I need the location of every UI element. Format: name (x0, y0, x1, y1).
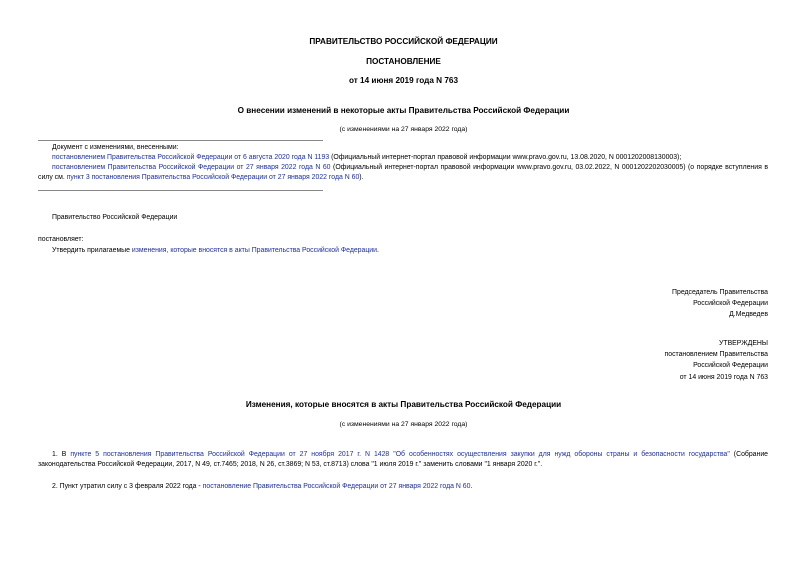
annex-paragraph-1: 1. В пункте 5 постановления Правительства Российской Федерации от 27 ноября 2017 г. N 1428 "Об особенностях осуществления закупки для нужд обороны страны и безопасности государства" (Собрание законодательства Российской Федерации, 2017, N 49, ст.7465; 2018, N 26, ст.3869; N 53, ст.8713) слова "1 июля 2019 г." заменить словами "1 января 2020 г.". (38, 451, 769, 468)
approved-block (665, 338, 769, 383)
annex-paragraph-1-link[interactable]: пункте 5 постановления Правительства Российской Федерации от 27 ноября 2017 г. N 1428 "Об особенностях осуществления закупки для нужд обороны страны и безопасности государства" (70, 451, 730, 458)
change-item-2-link-point3[interactable]: пункт 3 постановления Правительства Российской Федерации от 27 января 2022 года N 60 (66, 174, 360, 181)
approve-paragraph: Утвердить прилагаемые изменения, которые вносятся в акты Правительства Российской Федерации. (52, 247, 379, 254)
change-item-1: постановлением Правительства Российской Федерации от 6 августа 2020 года N 1193 (Официальный интернет-портал правовой информации www.pravo.gov.ru, 13.08.2020, N 0001202008130003); (52, 154, 682, 161)
approved-heading: УТВЕРЖДЕНЫ (719, 340, 768, 347)
change-item-2: постановлением Правительства Российской Федерации от 27 января 2022 года N 60 (Официальный интернет-портал правовой информации www.pravo.gov.ru, 03.02.2022, N 0001202202030005) (о порядке вступления в силу см. пункт 3 постановления Правительства Российской Федерации от 27 января 2022 года N 60). (38, 164, 768, 181)
annex-paragraph-2: 2. Пункт утратил силу с 3 февраля 2022 года - постановление Правительства Российской Федерации от 27 января 2022 года N 60. (52, 483, 473, 490)
annex-paragraph-2-link[interactable]: постановление Правительства Российской Федерации от 27 января 2022 года N 60 (202, 483, 471, 490)
government-line: Правительство Российской Федерации (52, 214, 178, 221)
signature-country: Российской Федерации (693, 300, 768, 308)
annex-revision-note: (с изменениями на 27 января 2022 года) (339, 421, 468, 428)
government-heading: ПРАВИТЕЛЬСТВО РОССИЙСКОЙ ФЕДЕРАЦИИ (309, 37, 498, 46)
approved-country: Российской Федерации (693, 362, 768, 370)
approved-by: постановлением Правительства (664, 351, 768, 359)
decides-line: постановляет: (38, 236, 84, 243)
changes-block (38, 143, 768, 183)
doc-type-heading: ПОСТАНОВЛЕНИЕ (366, 57, 441, 66)
date-number-heading: от 14 июня 2019 года N 763 (348, 76, 459, 85)
signature-name: Д.Медведев (729, 311, 768, 319)
approve-link[interactable]: изменения, которые вносятся в акты Правительства Российской Федерации (131, 247, 377, 254)
approved-date: от 14 июня 2019 года N 763 (679, 373, 768, 381)
signature-position: Председатель Правительства (672, 289, 768, 296)
page-title: О внесении изменений в некоторые акты Правительства Российской Федерации (237, 106, 570, 115)
change-item-1-link[interactable]: постановлением Правительства Российской Федерации от 6 августа 2020 года N 1193 (52, 154, 330, 161)
signature-block (672, 287, 768, 321)
changes-top-divider (38, 140, 323, 141)
change-item-2-link[interactable]: постановлением Правительства Российской Федерации от 27 января 2022 года N 60 (52, 164, 331, 171)
changes-bottom-divider (38, 190, 323, 191)
annex-title: Изменения, которые вносятся в акты Правительства Российской Федерации (245, 400, 562, 409)
revision-note: (с изменениями на 27 января 2022 года) (339, 126, 468, 133)
changes-intro: Документ с изменениями, внесенными: (52, 144, 179, 151)
